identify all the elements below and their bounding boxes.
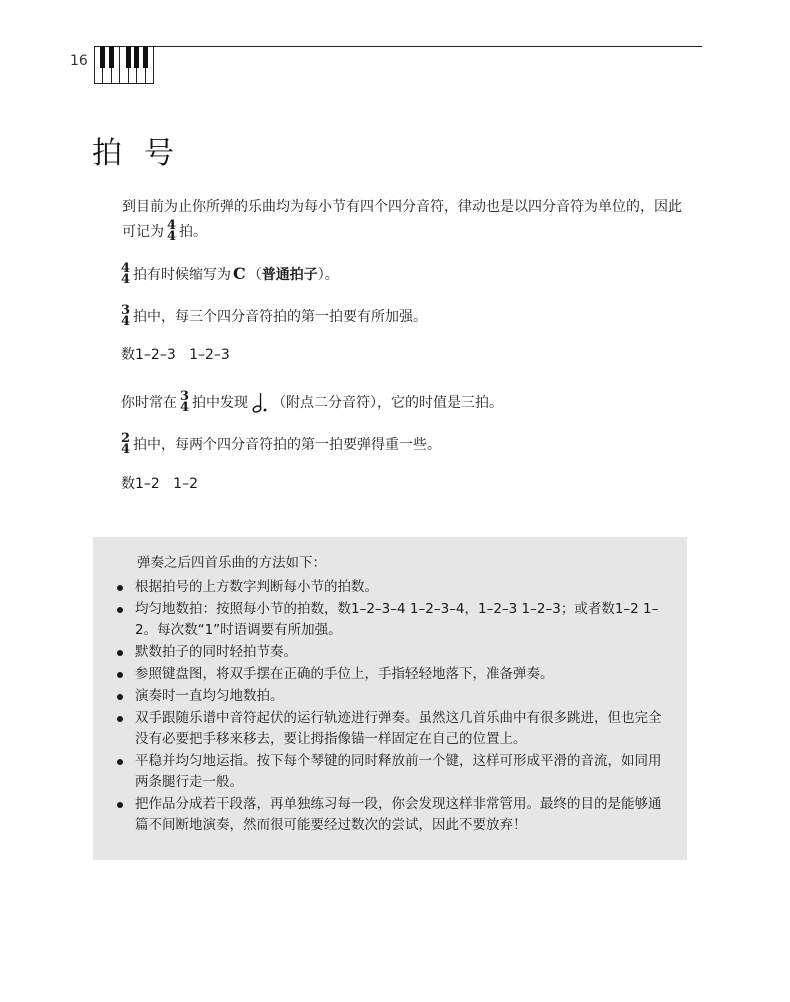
paragraph-intro [93, 195, 693, 245]
common-time-symbol: C [233, 264, 246, 283]
common-time-label: 普通拍子 [261, 267, 318, 283]
page-number: 16 [70, 53, 88, 69]
bullet-icon [117, 802, 123, 808]
list-item: 平稳并均匀地运指。按下每个琴键的同时释放前一个键，这样可形成平滑的音流，如同用两条腿行走一般。 [116, 751, 671, 793]
paragraph-intro-text: 到目前为止你所弹的乐曲均为每小节有四个四分音符，律动也是以四分音符为单位的，因此可记为 [122, 199, 682, 240]
list-item: 把作品分成若干段落，再单独练习每一段，你会发现这样非常管用。最终的目的是能够通篇不间断地演奏，然而很可能要经过数次的尝试，因此不要放弃！ [116, 794, 671, 836]
list-item: 默数拍子的同时轻拍节奏。 [116, 642, 671, 663]
bullet-icon [117, 607, 123, 613]
bullet-icon [117, 650, 123, 656]
list-item: 参照键盘图，将双手摆在正确的手位上，手指轻轻地落下，准备弹奏。 [116, 664, 671, 685]
instructions-intro: 弹奏之后四首乐曲的方法如下： [137, 555, 326, 571]
bullet-icon [117, 759, 123, 765]
dotted-half-note-icon [252, 392, 268, 414]
bullet-icon [117, 672, 123, 678]
instructions-list [116, 577, 671, 837]
time-signature-3-4: 3 4 [121, 303, 131, 329]
list-item: 均匀地数拍：按照每小节的拍数，数1–2–3–4 1–2–3–4，1–2–3 1–2–3；或者数1–2 1–2。每次数“1”时语调要有所加强。 [116, 599, 671, 641]
count-three: 数1–2–3 1–2–3 [121, 347, 230, 363]
paragraph-dotted-half: 你时常在 3 4 拍中发现 （附点二分音符），它的时值是三拍。 [121, 389, 504, 415]
piano-keyboard-icon [94, 46, 154, 84]
paragraph-common-time: 4 4 拍有时候缩写为 C （普通拍子）。 [121, 261, 339, 287]
bullet-icon [117, 694, 123, 700]
paragraph-two-four: 2 4 拍中，每两个四分音符拍的第一拍要弹得重一些。 [121, 431, 442, 457]
list-item: 演奏时一直均匀地数拍。 [116, 686, 671, 707]
bullet-icon [117, 585, 123, 591]
count-two: 数1–2 1–2 [121, 476, 198, 492]
time-signature-4-4: 4 4 [167, 218, 177, 244]
paragraph-three-four: 3 4 拍中，每三个四分音符拍的第一拍要有所加强。 [121, 303, 428, 329]
page-title: 拍号 [92, 136, 196, 171]
time-signature-2-4: 2 4 [121, 431, 131, 457]
paragraph-intro-tail: 拍。 [179, 224, 208, 240]
list-item: 双手跟随乐谱中音符起伏的运行轨迹进行弹奏。虽然这几首乐曲中有很多跳进，但也完全没有必要把手移来移去，要让拇指像锚一样固定在自己的位置上。 [116, 708, 671, 750]
list-item: 根据拍号的上方数字判断每小节的拍数。 [116, 577, 671, 598]
time-signature-4-4: 4 4 [121, 261, 131, 287]
header-rule [94, 46, 702, 47]
bullet-icon [117, 716, 123, 722]
time-signature-3-4: 3 4 [180, 389, 190, 415]
